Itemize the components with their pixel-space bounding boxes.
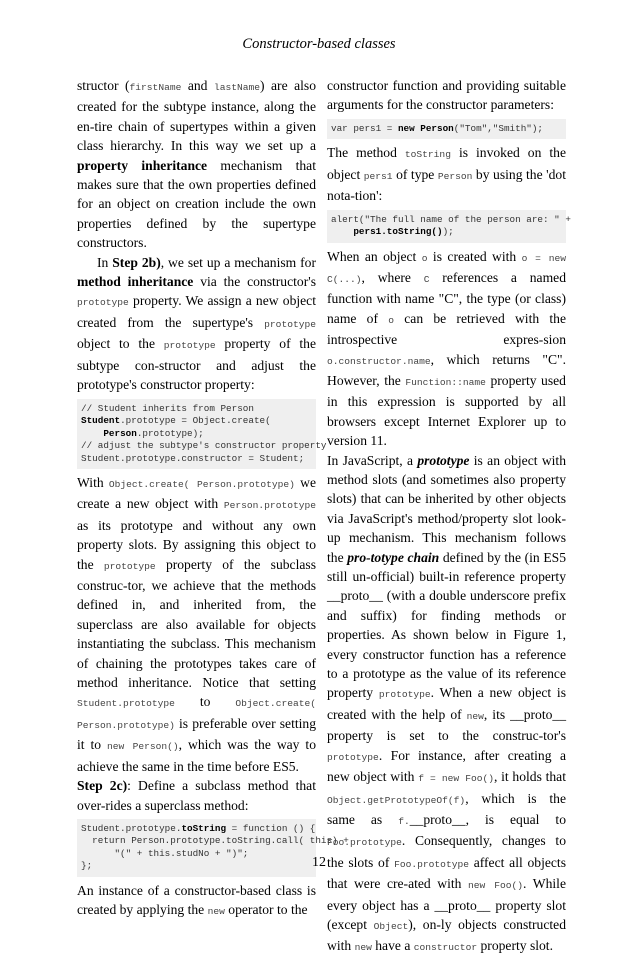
bold-term: property inheritance — [77, 157, 208, 173]
inline-code: prototype — [264, 318, 316, 330]
inline-code: Foo.prototype — [327, 837, 402, 849]
inline-code: Object.create( Person.prototype) — [77, 698, 316, 731]
right-column — [327, 76, 571, 958]
inline-code: Person — [437, 170, 473, 182]
paragraph: constructor function and providing suitable arguments for the constructor parameters: — [327, 78, 566, 113]
running-header: Constructor-based classes — [242, 36, 396, 52]
inline-code: f. — [398, 815, 410, 827]
paragraph: The method toString is invoked on the object pers1 of type Person by using the 'dot nota-tion': — [327, 145, 566, 204]
inline-code: new — [207, 906, 225, 918]
code-block: var pers1 = new Person("Tom","Smith"); — [327, 119, 566, 140]
inline-code: lastName — [213, 82, 261, 93]
paragraph: structor (firstName and lastName) are also created for the subtype instance, along the en-tire chain of supertypes within a given class hierarchy. In this way we set up a property inheritance mechanism that makes sure that the own properties defined for an object on creation include the own properties defined by the supertype constructors. — [77, 78, 316, 251]
inline-code: o = new C(...) — [327, 252, 566, 285]
inline-code: o — [388, 314, 395, 326]
inline-code: new — [354, 942, 372, 954]
inline-code: Foo.prototype — [394, 858, 469, 870]
inline-code: Object.getPrototypeOf(f) — [327, 794, 466, 806]
inline-code: firstName — [129, 82, 182, 93]
inline-code: C — [423, 273, 430, 285]
bold-term: method inheritance — [77, 274, 194, 290]
inline-code: toString — [404, 149, 451, 161]
emphasis-term: prototype — [417, 452, 470, 468]
emphasis-term: pro-totype chain — [347, 549, 440, 565]
inline-code: prototype — [77, 297, 129, 309]
paragraph: In Step 2b), we set up a mechanism for method inheritance via the constructor's prototype property. We assign a new object created from the supertype's prototype object to the prototype property of the subtype con-structor and adjust the prototype's constructor property: — [77, 254, 316, 393]
inline-code: Function::name — [405, 376, 486, 388]
inline-code: prototype — [103, 560, 156, 572]
inline-code: prototype — [327, 751, 379, 763]
paragraph: An instance of a constructor-based class is created by applying the new operator to the — [77, 882, 316, 918]
page-number: 12 — [312, 855, 326, 870]
bold-term: Step 2c) — [77, 778, 128, 794]
inline-code: f = new Foo() — [418, 773, 495, 785]
inline-code: new — [466, 710, 484, 722]
inline-code: pers1 — [363, 170, 393, 182]
inline-code: prototype — [163, 340, 216, 352]
inline-code: prototype — [378, 689, 431, 701]
inline-code: Student.prototype — [77, 698, 175, 710]
inline-code: o.constructor.name — [327, 355, 431, 367]
paragraph: With Object.create( Person.prototype) we create a new object with Person.prototype as its prototype and without any own property slots. By assigning this object to the prototype property of the subclass construc-tor, we achieve that the methods defined in, and inherited from, the superclass are also available for objects instantiating the subclass. This mechanism of chaining the prototypes takes care of method inheritance. Notice that setting Student.prototype to Object.create( Person.prototype) is preferable over setting it to new Person(), which was the way to achieve the same in the time before ES5. — [77, 475, 316, 774]
inline-code: Object — [373, 920, 409, 932]
paragraph: In JavaScript, a prototype is an object with method slots (and sometimes also property slots) that can be inherited by other objects via JavaScript's method/property slot look-up mechanism. This mechanism follows the pro-totype chain defined by the (in ES5 still un-official) built-in reference property __proto__ (with a double underscore prefix and suffix) for finding methods or properties. As shown below in Figure 1, every constructor function has a reference to a prototype as the value of its reference property prototype. When a new object is created with the help of new, its __proto__ property is set to the construc-tor's prototype. For instance, after creating a new object with f = new Foo(), it holds that Object.getPrototypeOf(f), which is the same as f.__proto__, is equal to Foo.prototype. Consequently, changes to the slots of Foo.prototype affect all objects that were cre-ated with new Foo(). While every object has a __proto__ property slot (except Object), on-ly objects constructed with new have a constructor property slot. — [327, 452, 567, 954]
code-block: // Student inherits from Person Student.prototype = Object.create( Person.prototype); // adjust the subtype's constructor property Student.prototype.constructor = Student; — [77, 399, 316, 470]
inline-code: constructor — [413, 942, 478, 954]
code-block: alert("The full name of the person are: " + pers1.toString()); — [327, 210, 566, 243]
inline-code: Person.prototype — [223, 500, 316, 512]
inline-code: Object.create( Person.prototype) — [108, 479, 295, 490]
code-block: Student.prototype.toString = function () { return Person.prototype.toString.call( this) + "(" + this.studNo + ")"; }; — [77, 819, 316, 877]
inline-code: new Person() — [107, 741, 179, 753]
inline-code: o — [421, 252, 428, 264]
bold-term: Step 2b) — [112, 254, 161, 270]
paragraph: Step 2c): Define a subclass method that over-rides a superclass method: — [77, 778, 316, 813]
paragraph: When an object o is created with o = new C(...), where C references a named function with name "C", the type (or class) name of o can be retrieved with the introspective expres-sion o.constructor.name, which returns "C". However, the Function::name property used in this expression is supported by all browsers except Internet Explorer up to version 11. — [327, 248, 566, 449]
inline-code: new Foo() — [468, 880, 524, 892]
